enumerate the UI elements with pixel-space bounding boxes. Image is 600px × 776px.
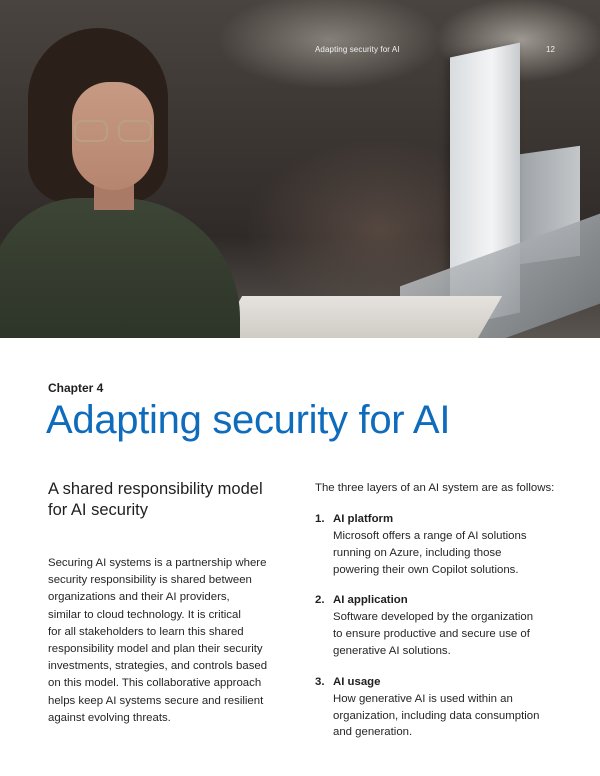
layer-desc-line: How generative AI is used within an <box>333 692 513 705</box>
right-column <box>315 481 565 755</box>
layer-desc-line: Software developed by the organization <box>333 611 534 624</box>
body-line: investments, strategies, and controls based <box>48 660 268 673</box>
layer-description <box>333 691 565 741</box>
body-line: for all stakeholders to learn this shared <box>48 625 244 638</box>
layer-item-ai-usage <box>315 674 565 741</box>
layer-desc-line: running on Azure, including those <box>333 546 502 559</box>
glasses <box>74 120 154 146</box>
person-at-computer <box>0 20 240 338</box>
layer-number: 2. <box>315 594 325 607</box>
layer-item-ai-platform <box>315 511 565 578</box>
page-number: 12 <box>546 45 555 54</box>
layer-name: AI application <box>333 594 408 607</box>
hero-photo <box>0 0 600 338</box>
page-title: Adapting security for AI <box>46 398 451 442</box>
layer-description <box>333 528 565 578</box>
subheading-line: for AI security <box>48 501 148 519</box>
body-line: similar to cloud technology. It is critical <box>48 608 241 621</box>
layer-desc-line: to ensure productive and secure use of <box>333 628 530 641</box>
layer-desc-line: and generation. <box>333 726 413 739</box>
layer-number: 1. <box>315 513 325 525</box>
chapter-label: Chapter 4 <box>48 381 104 395</box>
layers-list <box>315 511 565 741</box>
layer-number: 3. <box>315 675 325 688</box>
subheading-line: A shared responsibility model <box>48 480 263 498</box>
body-line: Securing AI systems is a partnership where <box>48 557 267 569</box>
body-line: responsibility model and plan their security <box>48 643 263 656</box>
layers-intro: The three layers of an AI system are as follows: <box>315 482 555 494</box>
layer-desc-line: generative AI solutions. <box>333 644 451 657</box>
layer-name: AI platform <box>333 513 394 525</box>
body-line: on this model. This collaborative approach <box>48 677 262 690</box>
layer-desc-line: powering their own Copilot solutions. <box>333 563 519 576</box>
section-subheading <box>48 479 288 521</box>
layer-description <box>333 609 565 659</box>
body-paragraph <box>48 555 288 727</box>
layer-name: AI usage <box>333 675 381 688</box>
body-line: organizations and their AI providers, <box>48 591 230 604</box>
layer-desc-line: organization, including data consumption <box>333 709 540 722</box>
desk <box>218 296 502 338</box>
layer-item-ai-application <box>315 592 565 659</box>
running-header-title: Adapting security for AI <box>315 45 400 54</box>
shirt <box>0 198 240 338</box>
body-line: helps keep AI systems secure and resilient <box>48 694 264 707</box>
left-column <box>48 479 288 727</box>
body-line: security responsibility is shared between <box>48 574 252 587</box>
body-line: against evolving threats. <box>48 711 171 724</box>
layer-desc-line: Microsoft offers a range of AI solutions <box>333 530 527 542</box>
